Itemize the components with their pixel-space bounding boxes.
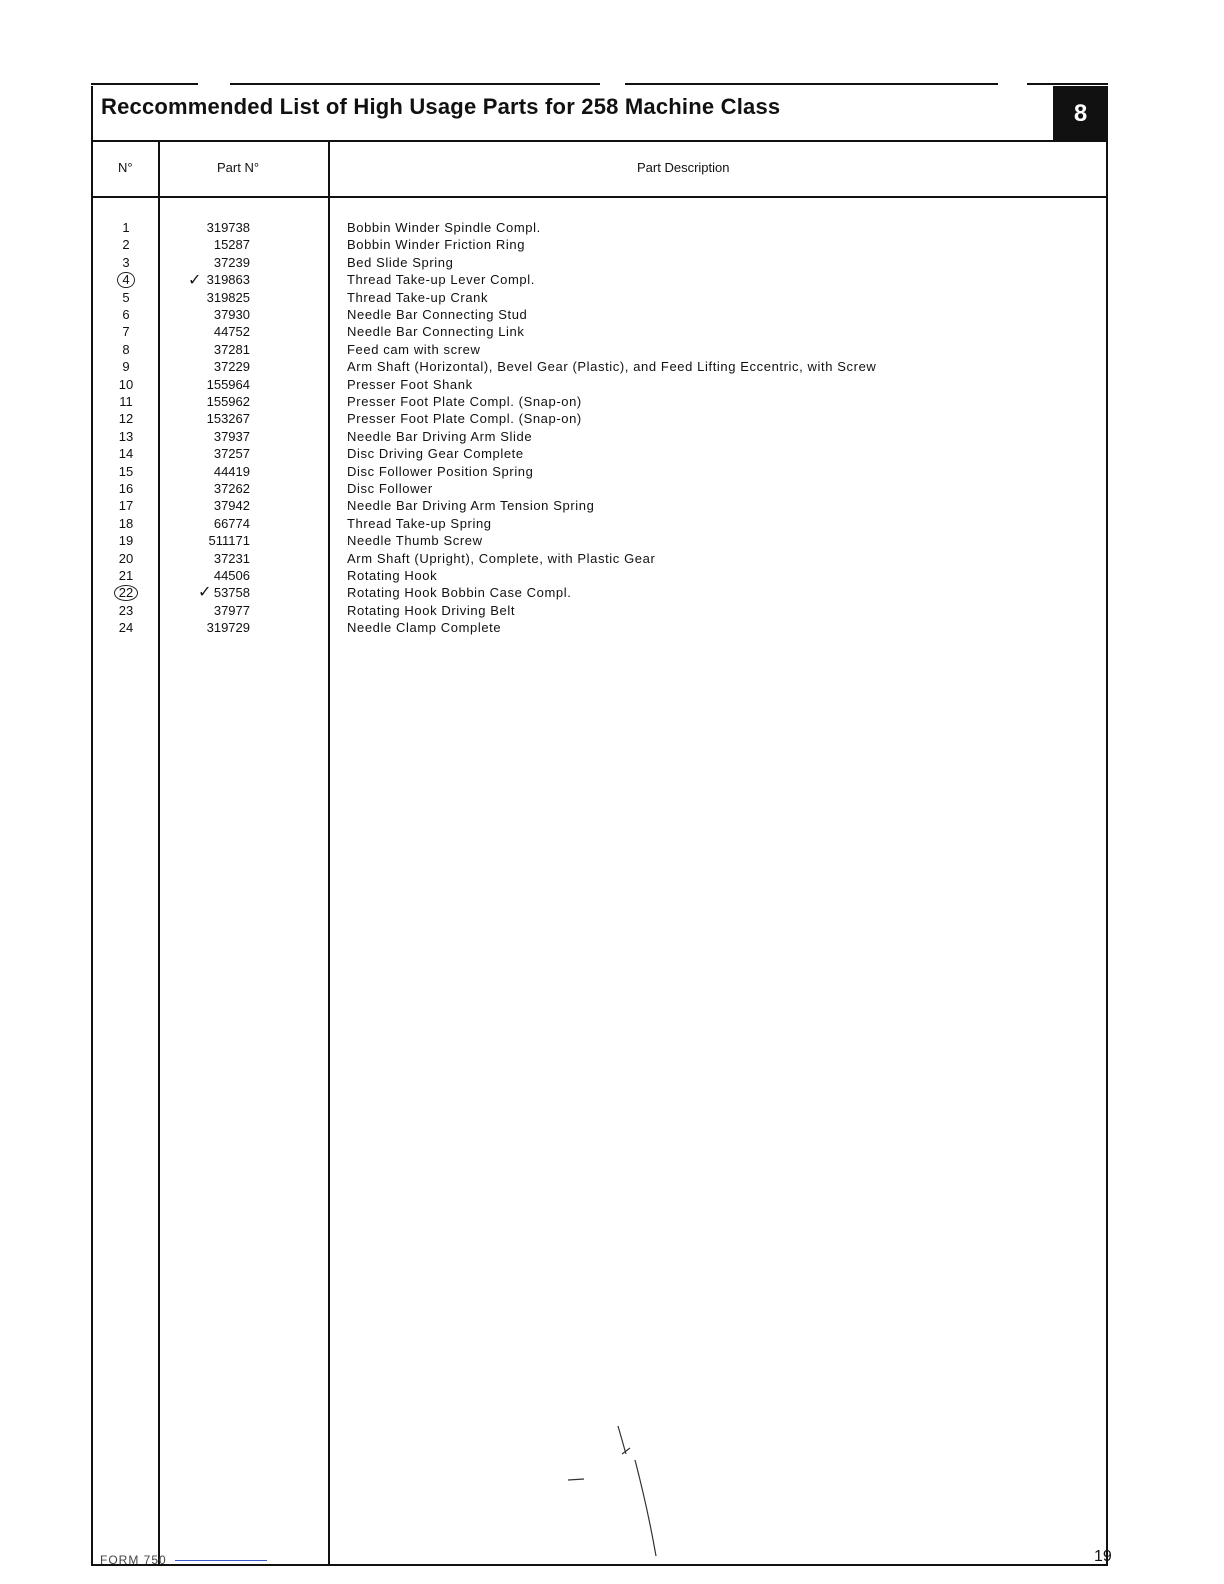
part-description: Disc Follower [347, 481, 433, 496]
row-number: 21 [118, 568, 134, 583]
row-number: 5 [122, 289, 130, 305]
row-number: 12 [118, 411, 134, 427]
part-description: Presser Foot Plate Compl. (Snap-on) [347, 411, 582, 427]
part-number: 319863 [206, 272, 250, 288]
part-number: 53758 [213, 585, 250, 601]
part-number: 155962 [206, 394, 250, 409]
row-number: 24 [118, 620, 134, 636]
part-description: Rotating Hook Driving Belt [347, 602, 516, 618]
footer-rule [175, 1560, 267, 1561]
part-description: Bed Slide Spring [347, 254, 454, 270]
row-number: 11 [119, 394, 133, 409]
part-description: Presser Foot Plate Compl. (Snap-on) [347, 394, 582, 409]
part-number: 37977 [213, 602, 250, 618]
row-number: 1 [122, 220, 130, 235]
row-number: 18 [118, 515, 134, 531]
column-header-part-number: Part N° [217, 160, 260, 175]
part-number: 37257 [213, 446, 250, 462]
part-description: Needle Bar Driving Arm Slide [347, 428, 533, 444]
top-rule-3 [625, 83, 998, 85]
part-number: 37937 [213, 428, 250, 444]
form-number: FORM 750 [100, 1553, 167, 1567]
part-number: 37942 [213, 498, 250, 514]
row-number: 7 [122, 324, 130, 340]
part-number: 44752 [213, 324, 250, 340]
part-number: 44419 [213, 463, 250, 479]
part-number: 155964 [206, 376, 250, 392]
part-number: 66774 [213, 515, 250, 531]
page-title: Reccommended List of High Usage Parts for 258 Machine Class [101, 94, 781, 119]
part-number: 37281 [213, 341, 250, 357]
column-header-description: Part Description [637, 160, 730, 175]
part-description: Rotating Hook [347, 568, 438, 583]
page-number: 19 [1094, 1548, 1112, 1565]
top-rule-4 [1027, 83, 1108, 85]
circle-mark-icon: 4 [117, 272, 134, 288]
checkmark-icon: ✓ [188, 272, 202, 290]
top-rule-1 [91, 83, 198, 85]
part-description: Needle Bar Connecting Stud [347, 307, 528, 322]
section-badge: 8 [1053, 86, 1108, 142]
part-number: 319825 [206, 289, 250, 305]
part-description: Disc Driving Gear Complete [347, 446, 524, 462]
row-number: 14 [118, 446, 134, 462]
column-header-number: N° [118, 160, 133, 175]
row-number-circled [100, 585, 152, 601]
header-bottom-divider [91, 196, 1108, 198]
row-number: 3 [122, 254, 130, 270]
part-description: Rotating Hook Bobbin Case Compl. [347, 585, 572, 601]
part-description: Thread Take-up Crank [347, 289, 489, 305]
row-number: 15 [118, 463, 134, 479]
part-number: 15287 [213, 237, 250, 253]
row-number: 16 [118, 481, 134, 496]
circle-mark-icon: 22 [114, 585, 138, 601]
part-number: 511171 [208, 533, 250, 549]
row-number: 2 [122, 237, 130, 253]
row-number: 10 [118, 376, 134, 392]
part-description: Needle Clamp Complete [347, 620, 502, 636]
part-description: Arm Shaft (Upright), Complete, with Plastic Gear [347, 550, 656, 566]
row-number: 19 [118, 533, 134, 549]
checkmark-icon: ✓ [198, 584, 212, 602]
part-description: Bobbin Winder Spindle Compl. [347, 220, 541, 235]
top-rule-2 [230, 83, 600, 85]
pen-stroke-icon [560, 1420, 670, 1560]
row-number: 9 [122, 359, 130, 375]
column-divider-2 [328, 140, 330, 1566]
part-number: 37262 [213, 481, 250, 496]
part-number: 319738 [206, 220, 250, 235]
row-number: 6 [122, 307, 130, 322]
row-number: 8 [122, 341, 130, 357]
row-number: 13 [118, 428, 134, 444]
part-number: 37930 [213, 307, 250, 322]
part-description: Needle Bar Connecting Link [347, 324, 525, 340]
part-number: 37239 [213, 254, 250, 270]
part-description: Thread Take-up Lever Compl. [347, 272, 535, 288]
part-description: Disc Follower Position Spring [347, 463, 534, 479]
part-number: 319729 [206, 620, 250, 636]
column-divider-1 [158, 140, 160, 1566]
part-description: Thread Take-up Spring [347, 515, 492, 531]
part-number: 153267 [206, 411, 250, 427]
header-top-divider [91, 140, 1108, 142]
part-description: Arm Shaft (Horizontal), Bevel Gear (Plastic), and Feed Lifting Eccentric, with Screw [347, 359, 877, 375]
row-number: 17 [118, 498, 134, 514]
part-description: Bobbin Winder Friction Ring [347, 237, 526, 253]
part-number: 37229 [213, 359, 250, 375]
part-description: Needle Thumb Screw [347, 533, 483, 549]
part-description: Needle Bar Driving Arm Tension Spring [347, 498, 595, 514]
part-description: Feed cam with screw [347, 341, 481, 357]
row-number: 20 [118, 550, 134, 566]
row-number-circled [100, 272, 152, 288]
part-description: Presser Foot Shank [347, 376, 473, 392]
part-number: 44506 [213, 568, 250, 583]
part-number: 37231 [213, 550, 250, 566]
row-number: 23 [118, 602, 134, 618]
